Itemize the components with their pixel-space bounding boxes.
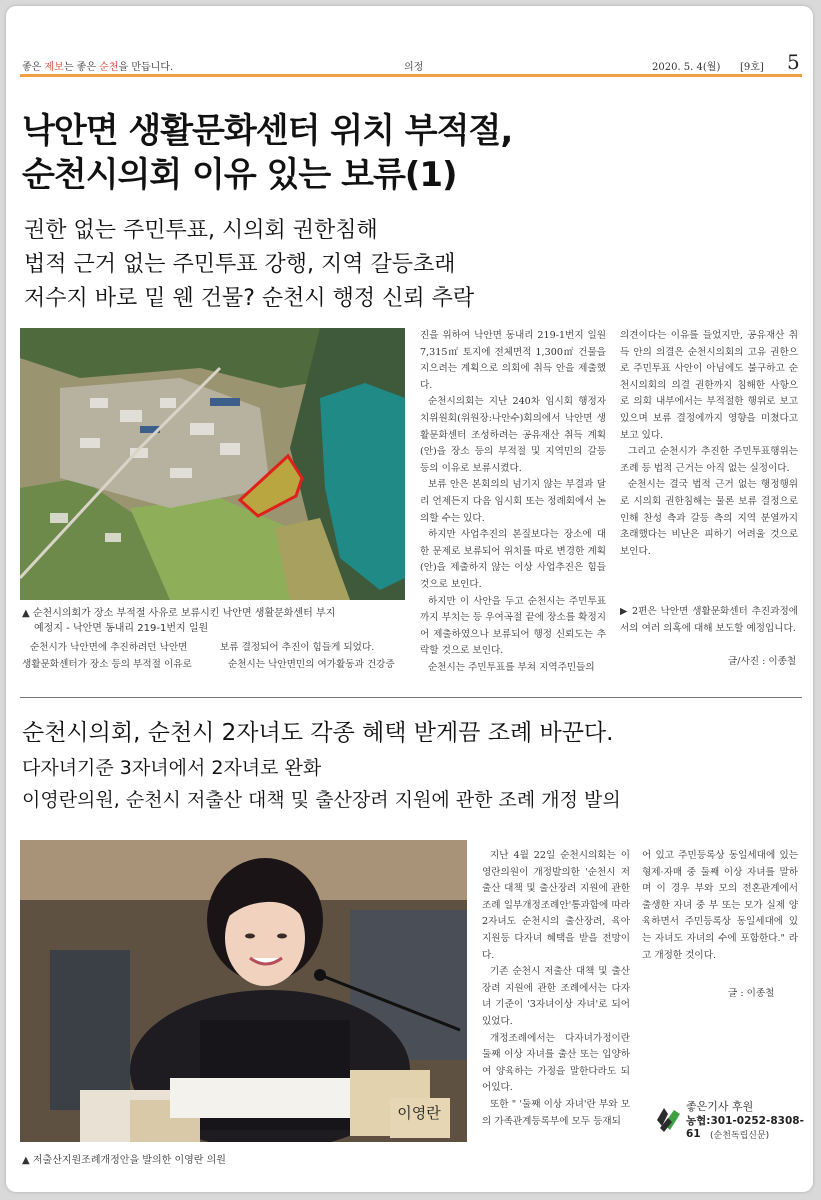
photo-nameplate: 이영란 <box>397 1104 441 1122</box>
section-name: 의정 <box>404 62 424 73</box>
aerial-caption-2: 예정지 - 낙안면 동내리 219-1번지 일원 <box>34 623 209 634</box>
sponsor-account: 농협:301-0252-8308-61 <box>686 1115 804 1140</box>
article2-subtitle-1: 다자녀기준 3자녀에서 2자녀로 완화 <box>22 757 322 779</box>
handshake-icon <box>654 1100 684 1136</box>
article2-column-1: 지난 4월 22일 순천시의회는 이영란의원이 개정발의한 '순천시 저출산 대책 및 출산장려 지원에 관한 조례 일부개정조례안'통과함에 따라 2자녀도 순천시의 출산장려, 육아지원등 다자녀 혜택을 받을 전망이다. 기존 순천시 저출산 대책 및 출산장려 지원에 관한 조례에서는 다자녀 기준이 '3자녀이상 자녀'로 되어 있었다. 개정조례에서는 다자녀가정이란 둘째 이상 자녀를 출산 또는 입양하여 양육하는 가정을 말한다라도 되어있다. 또한 " '둘째 이상 자녀'란 부와 모의 가족관계등록부에 모두 등재되 <box>482 850 630 1127</box>
newspaper-page <box>6 6 813 1192</box>
article1-subtitle-3: 저수지 바로 밑 웬 건물? 순천시 행정 신뢰 추락 <box>24 286 475 311</box>
councillor-caption: ▲ 저출산지원조례개정안을 발의한 이영란 의원 <box>22 1155 226 1166</box>
aerial-photo <box>20 328 405 600</box>
article1-next-note: ▶ 2편은 낙안면 생활문화센터 추진과정에서의 여러 의혹에 대해 보도할 예정입니다. <box>620 606 798 634</box>
article1-column-3: 의견이다는 이유를 들었지만, 공유재산 취득 안의 의결은 순천시의회의 고유 권한으로 주민투표 사안이 아님에도 불구하고 순천시의회의 의결 권한까지 침해한 사항으로 의회 내부에서는 부적절한 행위로 보고 있으며 보류 결정에까지 영향을 미쳤다고 보고 있다. 그리고 순천시가 추진한 주민투표행위는 조례 등 법적 근거는 아직 없는 실정이다. 순천시는 결국 법적 근거 없는 행정행위로 시의회 권한침해는 물론 보류 결정으로 인해 찬성 측과 갈등 측의 지역 분열까지 초래했다는 비난은 피하기 어려울 것으로 보인다. <box>620 330 798 557</box>
article1-title-line2: 순천시의회 이유 있는 보류(1) <box>22 155 457 195</box>
article1-subtitle-2: 법적 근거 없는 주민투표 강행, 지역 갈등초래 <box>24 252 456 277</box>
article2-byline: 글 : 이종철 <box>728 988 775 999</box>
article1-byline: 글/사진 : 이종철 <box>728 656 797 667</box>
issue-date: 2020. 5. 4(월) <box>652 62 721 73</box>
councillor-photo <box>20 840 467 1142</box>
article-separator <box>20 697 802 698</box>
sponsor-title: 좋은기사 후원 <box>686 1100 754 1113</box>
article1-subtitle-1: 권한 없는 주민투표, 시의회 권한침해 <box>24 218 378 243</box>
aerial-caption-1: ▲ 순천시의회가 장소 부적절 사유로 보류시킨 낙안면 생활문화센터 부지 <box>22 608 336 619</box>
sponsor-holder: (순천독립신문) <box>710 1131 770 1141</box>
article2-column-2: 어 있고 주민등록상 동일세대에 있는 형제·자매 중 둘째 이상 자녀를 말하며 이 경우 부와 모의 전혼관계에서 출생한 자녀 중 부 또는 모가 실제 양육하면서 주민등록상 동일세대에 있는 자녀도 자녀의 수에 포함한다." 라고 개정한 것이다. <box>642 850 798 961</box>
article2-subtitle-2: 이영란의원, 순천시 저출산 대책 및 출산장려 지원에 관한 조례 개정 발의 <box>22 789 621 811</box>
article1-title-line1: 낙안면 생활문화센터 위치 부적절, <box>22 111 513 151</box>
issue-number: [9호] <box>740 62 764 73</box>
article1-column-2: 진을 위하여 낙안면 동내리 219-1번지 일원 7,315㎡ 토지에 전체면적 1,300㎡ 건물을 지으려는 계획으로 의회에 취득 안을 제출했다. 순천시의회는 지난 240차 임시회 행정자치위원회(위원장:나안수)회의에서 낙안면 생활문화센터 조성하려는 공유재산 취득 계획(안)을 장소 등의 부적절 및 지역민의 갈등 등의 이유로 보류시켰다. 보류 안은 본회의의 넘기지 않는 부결과 달리 언제든지 다음 임시회 또는 정례회에서 논의할 수는 있다. 하지만 사업추진의 본질보다는 장소에 대한 문제로 보류되어 위치를 따로 변경한 계획(안)을 제출하지 않는 이상 사업추진은 힘들 것으로 보인다. 하지만 이 사안을 두고 순천시는 주민투표까지 부치는 등 우여곡절 끝에 장소를 확정지어 제출하였으나 보류되어 행정 신뢰도는 추락할 것으로 보인다. 순천시는 주민투표를 부쳐 지역주민들의 <box>420 330 606 673</box>
header-slogan: 좋은 제보는 좋은 순천을 만듭니다. <box>22 62 174 73</box>
header-rule <box>20 74 802 77</box>
article2-title: 순천시의회, 순천시 2자녀도 각종 혜택 받게끔 조례 바꾼다. <box>22 720 614 746</box>
page-number: 5 <box>787 50 800 74</box>
article1-left-column: 순천시가 낙안면에 추진하려던 낙안면 생활문화센터가 장소 등의 부적절 이유로 <box>22 642 192 670</box>
article1-mid-column: 보류 결정되어 추진이 힘들게 되었다. 순천시는 낙안면민의 여가활동과 건강증 <box>220 642 395 670</box>
